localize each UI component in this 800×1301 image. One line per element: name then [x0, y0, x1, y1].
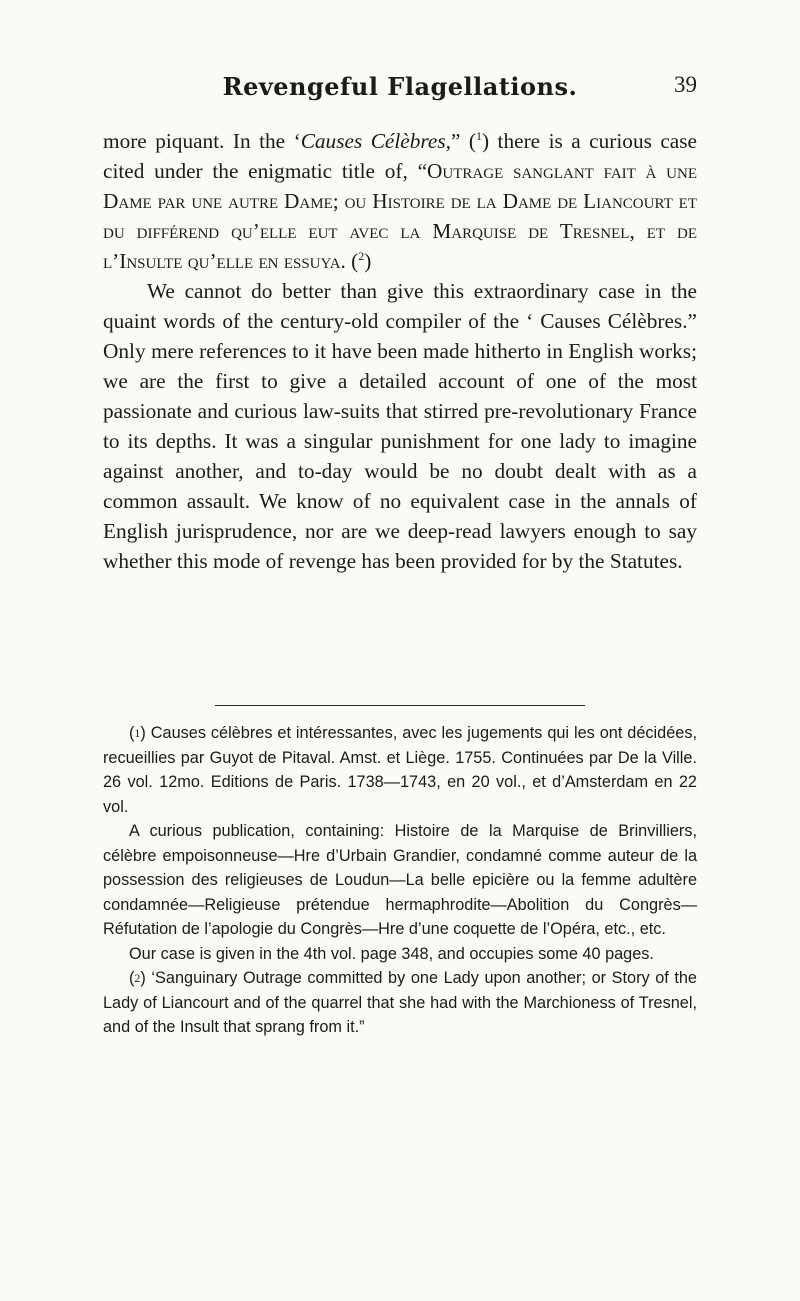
footnote-1: ($^1$) Causes célèbres et intéressantes, avec les jugements qui les ont décidées, recueillies par Guyot de Pitaval. Amst. et Liège. 1755. Continuées par De la Ville. 26 vol. 12mo. Editions de Paris. 1738—1743, en 20 vol., et d’Amsterdam en 22 vol. — [103, 724, 697, 816]
running-title: Revengeful Flagellations. — [222, 72, 578, 101]
footnote-1-marker: 1 — [134, 726, 141, 740]
footnote-ref-1: 1 — [475, 128, 482, 143]
case-title-small-caps: Outrage sanglant fait à une Dame par une autre Dame; ou Histoire de la Dame de Liancourt et du différend qu’elle eut avec la Marquise de Tresnel, et de l’Insulte qu’elle en essuya. — [103, 159, 697, 273]
main-text — [103, 126, 697, 576]
footnotes — [103, 721, 697, 1040]
footnote-2: ($^2$) ‘Sanguinary Outrage committed by one Lady upon another; or Story of the Lady of Liancourt and of the quarrel that she had with the Marchioness of Tresnel, and of the Insult that sprang from it.” — [103, 969, 697, 1036]
paragraph-1: more piquant. In the ‘Causes Célèbres,” ($^1$) there is a curious case cited under the enigmatic title of, “Outrage sanglant fait à une Dame par une autre Dame; ou Histoire de la Dame de Liancourt et du différend qu’elle eut avec la Marquise de Tresnel, et de l’Insulte qu’elle en essuya. ($^2$) — [103, 128, 697, 273]
paragraph-2: We cannot do better than give this extraordinary case in the quaint words of the century-old compiler of the ‘ Causes Célèbres.” Only mere references to it have been made hitherto in English works; we are the first to give a detailed account of one of the most passionate and curious law-suits that stirred pre-revolutionary France to its depths. It was a singular punishment for one lady to imagine against another, and to-day would be no doubt dealt with as a common assault. We know of no equivalent case in the annals of English jurisprudence, nor are we deep-read lawyers enough to say whether this mode of revenge has been provided for by the Statutes. — [103, 279, 697, 573]
page-number: 39 — [674, 72, 697, 97]
page-header — [0, 72, 800, 112]
footnote-1-continued: A curious publication, containing: Histoire de la Marquise de Brinvilliers, célèbre empoisonneuse—Hre d’Urbain Grandier, condamné comme auteur de la possession des religieuses de Loudun—La belle epicière ou la femme adultère condamnée—Religieuse prétendue hermaphrodite—Abolition du Congrès—Réfutation de l’apologie du Congrès—Hre d’une coquette de l’Opéra, etc., etc. — [103, 822, 697, 938]
footnote-rule — [215, 705, 585, 706]
causes-celebres-title: Causes Célèbres, — [300, 129, 451, 153]
footnote-ref-2: 2 — [358, 248, 365, 263]
footnote-1-note: Our case is given in the 4th vol. page 348, and occupies some 40 pages. — [129, 944, 654, 963]
footnote-2-marker: 2 — [134, 971, 141, 985]
